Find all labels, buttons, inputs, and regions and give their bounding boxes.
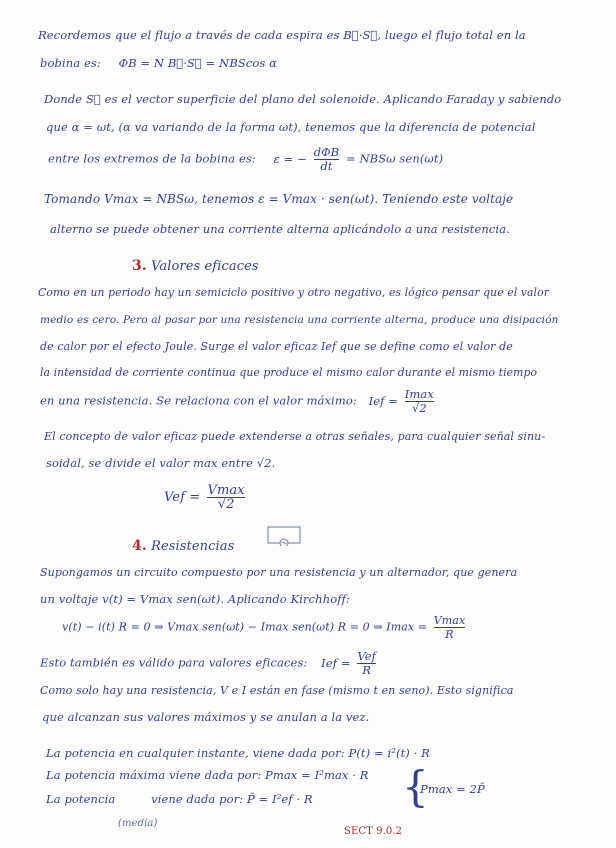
fraction: [357, 650, 376, 677]
text-line: [48, 146, 443, 173]
text-segment: La potencia: [46, 792, 116, 806]
text-line: que α = ωt, (α va variando de la forma ωt), tenemos que la diferencia de potencial: [46, 120, 536, 134]
text-segment: en una resistencia. Se relaciona con el valor máximo:: [40, 393, 357, 408]
text-line: alterno se puede obtener una corriente alterna aplicándolo a una resistencia.: [50, 222, 510, 236]
text-segment: entre los extremos de la bobina es:: [48, 151, 256, 166]
text-segment: bobina es:: [40, 56, 101, 70]
fraction: [207, 484, 244, 511]
pmax-relation: Pmax = 2P̄: [420, 782, 485, 796]
text-line: [40, 388, 437, 415]
text-segment: viene dada por: P̄ = I²ef · R: [151, 792, 313, 806]
fraction-denominator: R: [434, 627, 466, 641]
fraction-numerator: Vmax: [207, 483, 245, 498]
kirchhoff-equation: [62, 614, 468, 641]
fraction-numerator: Vmax: [433, 614, 466, 627]
text-line: de calor por el efecto Joule. Surge el valor eficaz Ief que se define como el valor de: [40, 340, 513, 353]
brace-symbol: {: [402, 762, 429, 811]
fraction-denominator: √2: [207, 497, 244, 511]
section-number: 3.: [132, 258, 147, 274]
fraction: [314, 146, 340, 173]
text-line: un voltaje v(t) = Vmax sen(ωt). Aplicando Kirchhoff:: [40, 592, 350, 606]
flux-formula: ΦB = N B⃗·S⃗ = NBScos α: [118, 56, 278, 70]
section-heading: [132, 538, 234, 554]
text-line: [40, 650, 379, 677]
fraction-numerator: Imax: [404, 387, 434, 401]
text-line: medio es cero. Pero al pasar por una resistencia una corriente alterna, produce una disipación: [40, 314, 559, 326]
fraction-denominator: R: [357, 663, 376, 677]
ief-formula-left: Ief =: [321, 655, 351, 670]
fraction-denominator: dt: [314, 159, 340, 173]
text-line: Como solo hay una resistencia, V e I están en fase (mismo t en seno). Esto significa: [40, 684, 514, 697]
text-line: [46, 792, 313, 806]
footer-label: SECT 9.0.2: [344, 826, 403, 837]
text-line: Tomando Vmax = NBSω, tenemos ε = Vmax · sen(ωt). Teniendo este voltaje: [44, 192, 514, 206]
text-line: Recordemos que el flujo a través de cada espira es B⃗·S⃗, luego el flujo total en la: [38, 28, 526, 42]
fraction-denominator: √2: [405, 401, 434, 415]
fraction: [405, 388, 434, 415]
text-line: El concepto de valor eficaz puede extenderse a otras señales, para cualquier señal sinu-: [44, 430, 546, 443]
text-line: la intensidad de corriente continua que produce el mismo calor durante el mismo tiempo: [40, 366, 538, 379]
equation-text: v(t) − i(t) R = 0 ⇒ Vmax sen(ωt) − Imax sen(ωt) R = 0 ⇒ Imax =: [62, 620, 428, 634]
ief-formula-left: Ief =: [368, 393, 399, 408]
section-title: Valores eficaces: [151, 259, 259, 274]
fraction-numerator: Vef: [357, 649, 376, 663]
section-number: 4.: [132, 538, 147, 554]
text-segment: Esto también es válido para valores eficaces:: [40, 655, 308, 670]
emf-formula-left: ε = −: [273, 151, 307, 166]
emf-formula-right: = NBSω sen(ωt): [346, 151, 444, 166]
fraction-numerator: dΦB: [313, 145, 340, 159]
fraction: [434, 614, 466, 641]
text-line: La potencia en cualquier instante, viene dada por: P(t) = i²(t) · R: [46, 746, 430, 760]
section-title: Resistencias: [151, 539, 235, 554]
annotation-text: (media): [118, 818, 158, 829]
text-line: soidal, se divide el valor max entre √2.: [46, 456, 276, 470]
formula-left: Vef =: [164, 490, 201, 505]
section-heading: [132, 258, 259, 274]
text-line: La potencia máxima viene dada por: Pmax = I²max · R: [46, 768, 369, 782]
vef-formula: [164, 484, 248, 511]
text-line: Supongamos un circuito compuesto por una resistencia y un alternador, que genera: [40, 566, 518, 579]
text-line: [40, 56, 277, 70]
text-line: Como en un periodo hay un semiciclo positivo y otro negativo, es lógico pensar que el valor: [38, 286, 549, 299]
circuit-sketch-icon: [266, 524, 302, 546]
text-line: que alcanzan sus valores máximos y se anulan a la vez.: [42, 710, 370, 724]
text-line: Donde S⃗ es el vector superficie del plano del solenoide. Aplicando Faraday y sabiendo: [44, 92, 562, 106]
